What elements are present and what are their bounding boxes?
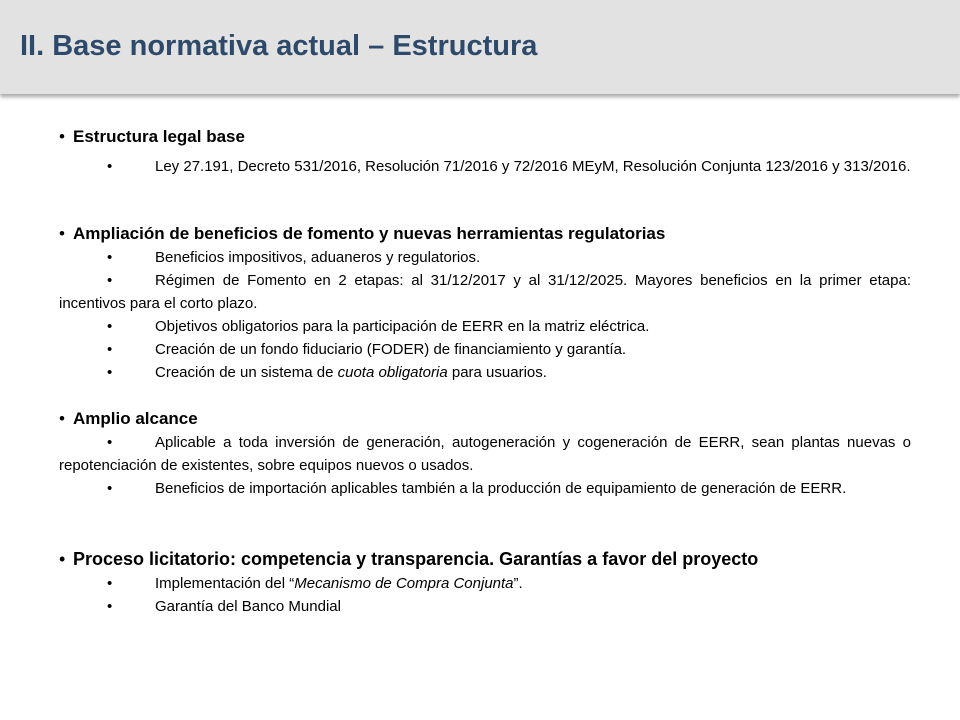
section-heading bbox=[59, 548, 911, 570]
bullet: • bbox=[59, 409, 65, 428]
section-ampliacion-beneficios bbox=[59, 223, 911, 384]
item-list bbox=[59, 572, 911, 618]
bullet: • bbox=[107, 575, 113, 592]
section-estructura-legal bbox=[59, 126, 911, 178]
slide-title: II. Base normativa actual – Estructura bbox=[20, 30, 538, 62]
item-list bbox=[59, 431, 911, 500]
list-item-emphasis: Mecanismo de Compra Conjunta bbox=[294, 575, 514, 592]
bullet: • bbox=[107, 158, 113, 175]
section-amplio-alcance bbox=[59, 408, 911, 500]
list-item-text: Beneficios impositivos, aduaneros y regulatorios. bbox=[155, 249, 481, 266]
list-item-text: ”. bbox=[513, 575, 523, 592]
bullet: • bbox=[107, 598, 113, 615]
section-heading-text: Proceso licitatorio: competencia y transparencia. Garantías a favor del proyecto bbox=[73, 549, 759, 569]
item-list bbox=[59, 246, 911, 384]
bullet: • bbox=[107, 249, 113, 266]
list-item bbox=[59, 477, 911, 500]
list-item-text: Ley 27.191, Decreto 531/2016, Resolución 71/2016 y 72/2016 MEyM, Resolución Conjunta 123/2016 y 313/2016. bbox=[155, 158, 911, 175]
list-item-text: Implementación del “ bbox=[155, 575, 295, 592]
list-item bbox=[59, 269, 911, 315]
bullet: • bbox=[59, 127, 65, 146]
list-item-text: para usuarios. bbox=[447, 364, 547, 381]
list-item-text: Beneficios de importación aplicables también a la producción de equipamiento de generación de EERR. bbox=[155, 480, 847, 497]
list-item bbox=[59, 315, 911, 338]
list-item-text: Garantía del Banco Mundial bbox=[155, 598, 341, 615]
section-heading bbox=[59, 408, 911, 430]
section-heading-text: Estructura legal base bbox=[73, 127, 245, 146]
list-item-text: Creación de un sistema de bbox=[155, 364, 338, 381]
list-item bbox=[59, 572, 911, 595]
section-heading-text: Ampliación de beneficios de fomento y nuevas herramientas regulatorias bbox=[73, 224, 666, 243]
title-bar bbox=[0, 0, 960, 94]
list-item bbox=[59, 338, 911, 361]
section-proceso-licitatorio bbox=[59, 548, 911, 618]
list-item-text: Objetivos obligatorios para la participación de EERR en la matriz eléctrica. bbox=[155, 318, 650, 335]
bullet: • bbox=[59, 549, 66, 569]
list-item-text: Creación de un fondo fiduciario (FODER) de financiamiento y garantía. bbox=[155, 341, 627, 358]
list-item bbox=[59, 361, 911, 384]
bullet: • bbox=[107, 364, 113, 381]
item-list bbox=[59, 155, 911, 178]
section-heading bbox=[59, 126, 911, 148]
list-item-emphasis: cuota obligatoria bbox=[337, 364, 448, 381]
list-item bbox=[107, 155, 911, 178]
section-heading bbox=[59, 223, 911, 245]
list-item-text: Régimen de Fomento en 2 etapas: al 31/12/2017 y al 31/12/2025. Mayores beneficios en la primer etapa: incentivos para el corto plazo. bbox=[59, 272, 911, 312]
section-heading-text: Amplio alcance bbox=[73, 409, 198, 428]
bullet: • bbox=[107, 318, 113, 335]
bullet: • bbox=[107, 272, 113, 289]
bullet: • bbox=[107, 434, 113, 451]
list-item bbox=[59, 431, 911, 477]
list-item bbox=[59, 595, 911, 618]
list-item-text: Aplicable a toda inversión de generación, autogeneración y cogeneración de EERR, sean plantas nuevas o repotenciación de existentes, sobre equipos nuevos o usados. bbox=[59, 434, 911, 474]
bullet: • bbox=[59, 224, 65, 243]
bullet: • bbox=[107, 480, 113, 497]
bullet: • bbox=[107, 341, 113, 358]
list-item bbox=[59, 246, 911, 269]
